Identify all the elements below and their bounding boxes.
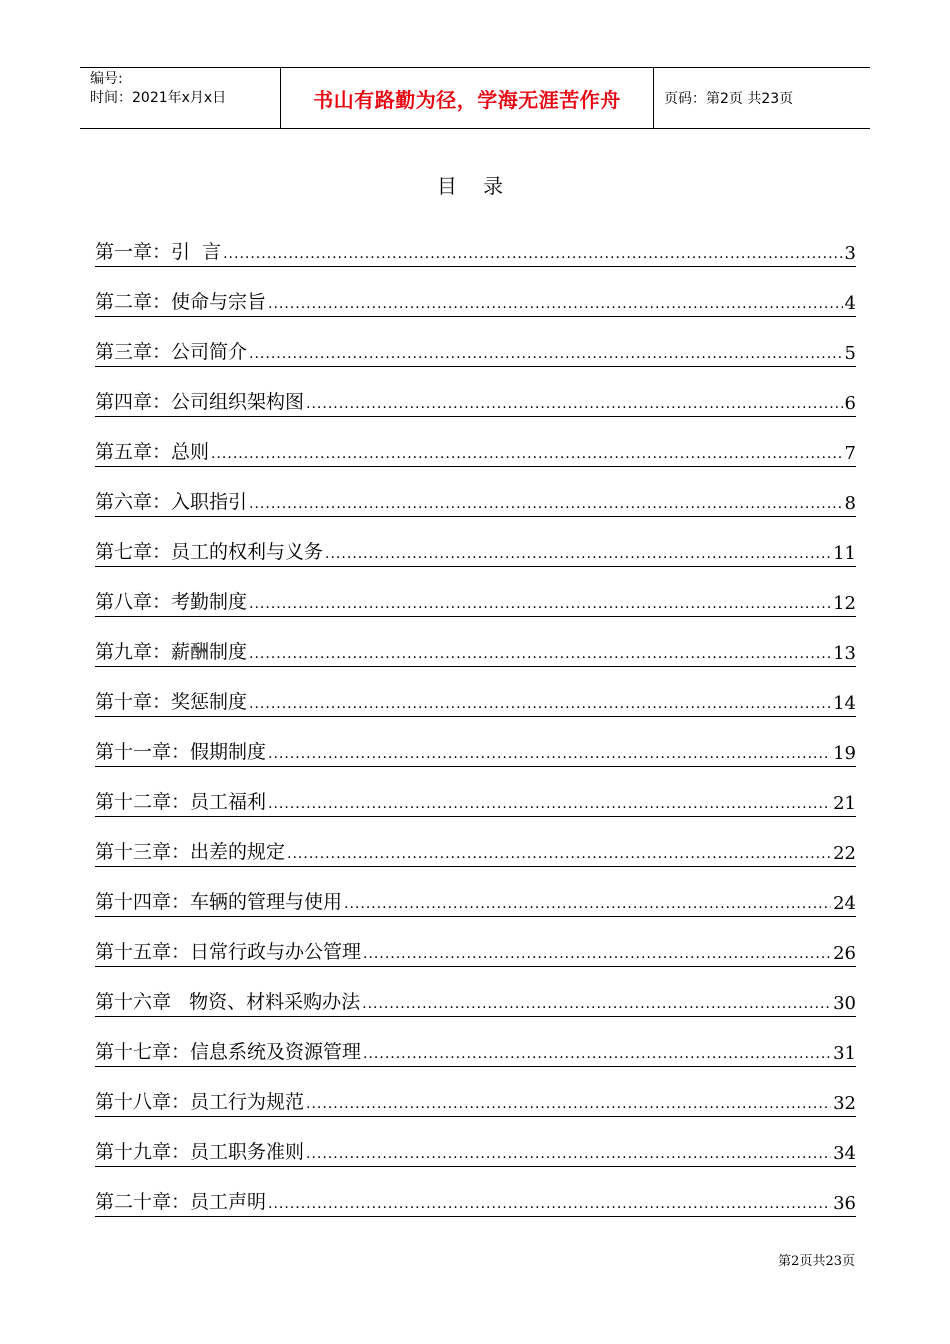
toc-entry[interactable] bbox=[95, 417, 856, 467]
header-meta bbox=[80, 68, 281, 128]
toc-entry-label: 第十一章：假期制度 bbox=[95, 741, 267, 763]
toc-entry-label: 第六章：入职指引 bbox=[95, 491, 248, 513]
toc-entry-label: 第三章：公司简介 bbox=[95, 341, 248, 363]
toc-dot-leader bbox=[249, 645, 831, 664]
toc-entry-label: 第二章：使命与宗旨 bbox=[95, 291, 267, 313]
toc-entry[interactable] bbox=[95, 967, 856, 1017]
footer-page-info: 第2页共23页 bbox=[778, 1254, 855, 1269]
toc-entry[interactable] bbox=[95, 867, 856, 917]
toc-entry-label: 第十五章：日常行政与办公管理 bbox=[95, 941, 362, 963]
toc-entry-page: 19 bbox=[833, 743, 856, 764]
page-header bbox=[80, 67, 870, 129]
toc-entry[interactable] bbox=[95, 1117, 856, 1167]
toc-entry-label: 第十二章：员工福利 bbox=[95, 791, 267, 813]
toc-entry-label: 第五章：总则 bbox=[95, 441, 210, 463]
toc-entry-page: 6 bbox=[844, 393, 856, 414]
toc-dot-leader bbox=[223, 245, 842, 264]
toc-dot-leader bbox=[363, 945, 831, 964]
toc-dot-leader bbox=[306, 395, 843, 414]
toc-dot-leader bbox=[249, 495, 843, 514]
toc-dot-leader bbox=[249, 345, 843, 364]
toc-entry-page: 12 bbox=[833, 593, 856, 614]
toc-dot-leader bbox=[306, 1095, 831, 1114]
toc-entry-page: 36 bbox=[833, 1193, 856, 1214]
toc-entry[interactable] bbox=[95, 367, 856, 417]
toc-entry-page: 11 bbox=[833, 543, 856, 564]
header-motto: 书山有路勤为径，学海无涯苦作舟 bbox=[281, 68, 654, 128]
toc-entry-page: 3 bbox=[844, 243, 856, 264]
toc-entry-label: 第二十章：员工声明 bbox=[95, 1191, 267, 1213]
toc-entry[interactable] bbox=[95, 767, 856, 817]
toc-entry-label: 第九章：薪酬制度 bbox=[95, 641, 248, 663]
toc-dot-leader bbox=[268, 745, 831, 764]
toc-entry-page: 4 bbox=[844, 293, 856, 314]
toc-entry[interactable] bbox=[95, 1017, 856, 1067]
toc-dot-leader bbox=[306, 1145, 831, 1164]
toc-entry[interactable] bbox=[95, 267, 856, 317]
toc-entry-label: 第一章：引 言 bbox=[95, 241, 222, 263]
toc-entry[interactable] bbox=[95, 717, 856, 767]
toc-entry-page: 24 bbox=[833, 893, 856, 914]
toc-entry-page: 7 bbox=[844, 443, 856, 464]
toc-entry[interactable] bbox=[95, 667, 856, 717]
toc-entry-label: 第十九章：员工职务准则 bbox=[95, 1141, 305, 1163]
toc-entry-page: 8 bbox=[844, 493, 856, 514]
toc-entry-label: 第十章：奖惩制度 bbox=[95, 691, 248, 713]
toc-entry-page: 26 bbox=[833, 943, 856, 964]
toc-title: 目 录 bbox=[436, 174, 514, 198]
toc-entry-page: 30 bbox=[833, 993, 856, 1014]
toc-entry[interactable] bbox=[95, 817, 856, 867]
toc-dot-leader bbox=[268, 1195, 831, 1214]
toc-entry[interactable] bbox=[95, 517, 856, 567]
toc-entry-label: 第八章：考勤制度 bbox=[95, 591, 248, 613]
toc-entry-label: 第十三章：出差的规定 bbox=[95, 841, 286, 863]
toc-entry-page: 34 bbox=[833, 1143, 856, 1164]
header-time-label: 时间：2021年x月x日 bbox=[90, 90, 227, 106]
toc-dot-leader bbox=[363, 1045, 831, 1064]
toc-entry[interactable] bbox=[95, 917, 856, 967]
toc-entry-label: 第十八章：员工行为规范 bbox=[95, 1091, 305, 1113]
toc-entry[interactable] bbox=[95, 1167, 856, 1217]
toc-entry-label: 第四章：公司组织架构图 bbox=[95, 391, 305, 413]
toc-dot-leader bbox=[268, 295, 843, 314]
toc-dot-leader bbox=[268, 795, 831, 814]
toc-entry[interactable] bbox=[95, 1067, 856, 1117]
toc-entry-page: 21 bbox=[833, 793, 856, 814]
toc-entry[interactable] bbox=[95, 217, 856, 267]
toc-entry-page: 13 bbox=[833, 643, 856, 664]
toc-dot-leader bbox=[249, 595, 831, 614]
toc-dot-leader bbox=[249, 695, 831, 714]
toc-entry[interactable] bbox=[95, 567, 856, 617]
toc-entry-page: 22 bbox=[833, 843, 856, 864]
toc-entry[interactable] bbox=[95, 317, 856, 367]
toc-entry[interactable] bbox=[95, 617, 856, 667]
header-page-info: 页码：第2页 共23页 bbox=[664, 91, 794, 107]
table-of-contents bbox=[95, 217, 856, 1217]
toc-entry[interactable] bbox=[95, 467, 856, 517]
toc-entry-label: 第十七章：信息系统及资源管理 bbox=[95, 1041, 362, 1063]
toc-dot-leader bbox=[287, 845, 831, 864]
toc-entry-label: 第十四章：车辆的管理与使用 bbox=[95, 891, 343, 913]
toc-entry-label: 第十六章 物资、材料采购办法 bbox=[95, 991, 361, 1013]
toc-dot-leader bbox=[362, 995, 831, 1014]
toc-entry-page: 5 bbox=[844, 343, 856, 364]
toc-entry-page: 31 bbox=[833, 1043, 856, 1064]
toc-entry-page: 14 bbox=[833, 693, 856, 714]
toc-dot-leader bbox=[344, 895, 831, 914]
header-number-label: 编号: bbox=[90, 71, 123, 87]
toc-entry-label: 第七章：员工的权利与义务 bbox=[95, 541, 324, 563]
toc-dot-leader bbox=[211, 445, 843, 464]
toc-entry-page: 32 bbox=[833, 1093, 856, 1114]
toc-dot-leader bbox=[325, 545, 831, 564]
